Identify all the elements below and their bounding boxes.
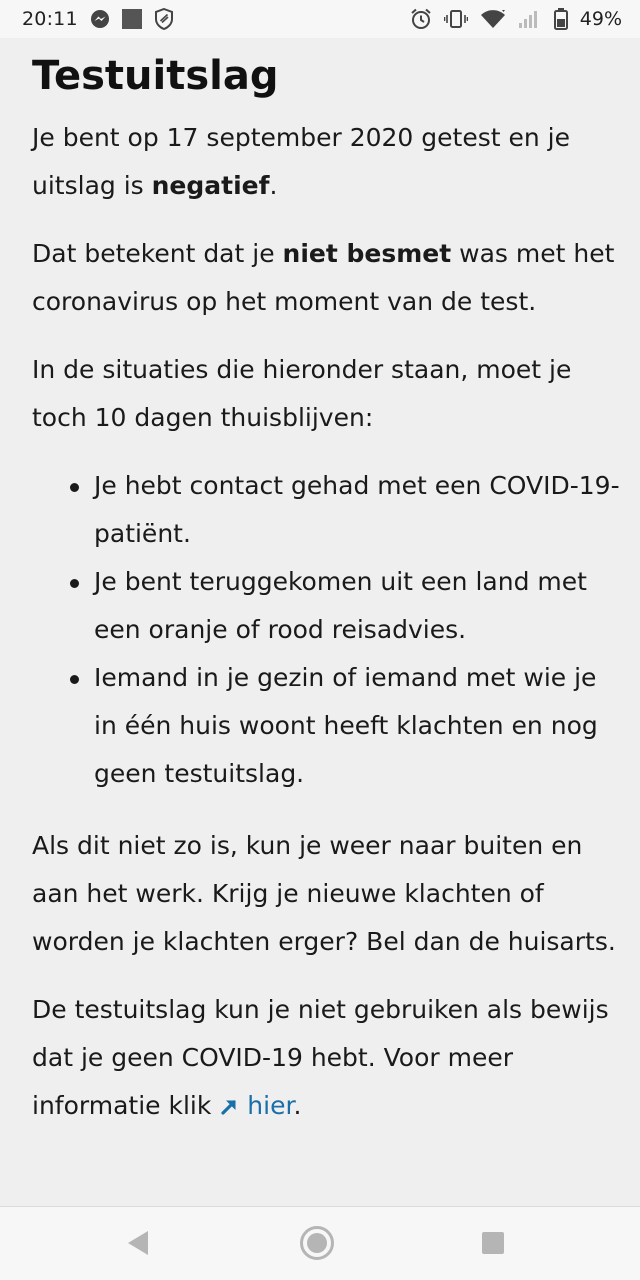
bullet-dot — [70, 675, 79, 684]
proof-text: De testuitslag kun je niet gebruiken als bewijs dat je geen COVID-19 hebt. Voor meer informatie klik — [32, 995, 609, 1120]
meaning-text-end: was met het coronavirus op het moment van de test. — [32, 239, 615, 316]
home-button[interactable] — [297, 1225, 337, 1265]
navigation-bar — [0, 1206, 640, 1280]
battery-icon — [554, 8, 568, 30]
list-item-text: Je bent teruggekomen uit een land met een oranje of rood reisadvies. — [94, 567, 587, 644]
result-negative: negatief — [151, 171, 270, 200]
vibrate-icon — [444, 9, 468, 29]
meaning-paragraph — [32, 230, 622, 326]
list-item — [94, 558, 622, 654]
messenger-icon — [90, 9, 110, 29]
proof-text-end: . — [293, 1091, 302, 1120]
status-time: 20:11 — [22, 8, 78, 30]
meaning-text: Dat betekent dat je — [32, 239, 283, 268]
shield-icon — [154, 8, 174, 30]
list-item — [94, 654, 622, 798]
list-item-text: Je hebt contact gehad met een COVID-19-patiënt. — [94, 471, 620, 548]
result-content — [32, 38, 622, 1133]
status-right — [410, 8, 622, 30]
status-left — [22, 8, 174, 30]
meaning-not-infected: niet besmet — [282, 239, 452, 268]
more-info-link[interactable] — [219, 1091, 293, 1120]
status-bar — [0, 0, 640, 38]
more-info-link-label: hier — [247, 1091, 294, 1120]
advice-paragraph: Als dit niet zo is, kun je weer naar buiten en aan het werk. Krijg je nieuwe klachten of worden je klachten erger? Bel dan de huisarts. — [32, 831, 616, 956]
situations-paragraph: In de situaties die hieronder staan, moet je toch 10 dagen thuisblijven: — [32, 355, 572, 432]
back-icon — [126, 1230, 150, 1260]
gallery-icon — [122, 9, 142, 29]
bullet-dot — [70, 483, 79, 492]
recents-button[interactable] — [473, 1225, 513, 1265]
result-paragraph — [32, 114, 622, 210]
recents-icon — [481, 1231, 505, 1259]
signal-icon — [518, 9, 542, 29]
result-text-end: . — [269, 171, 278, 200]
back-button[interactable] — [118, 1225, 158, 1265]
home-icon — [299, 1225, 335, 1265]
page-title: Testuitslag — [32, 53, 279, 99]
wifi-icon — [480, 9, 506, 29]
result-text: Je bent op 17 september 2020 getest en je uitslag is — [32, 123, 570, 200]
list-item-text: Iemand in je gezin of iemand met wie je in één huis woont heeft klachten en nog geen testuitslag. — [94, 663, 598, 788]
bullet-dot — [70, 579, 79, 588]
proof-paragraph — [32, 986, 622, 1133]
external-arrow-icon — [219, 1085, 239, 1133]
situations-list — [32, 462, 622, 798]
alarm-icon — [410, 8, 432, 30]
list-item — [94, 462, 622, 558]
battery-percentage: 49% — [579, 8, 622, 30]
